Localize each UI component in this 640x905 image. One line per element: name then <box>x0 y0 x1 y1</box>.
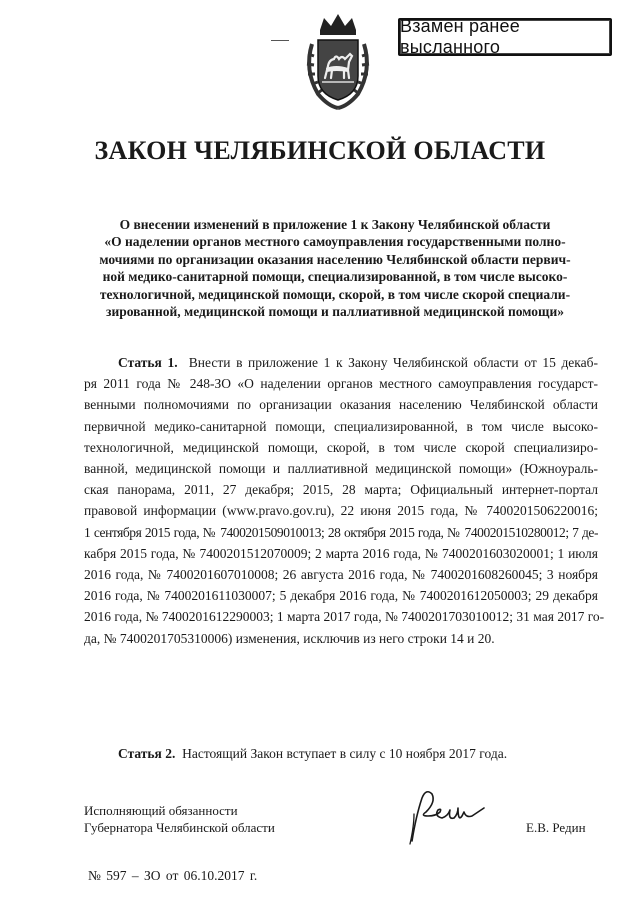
law-date-preposition: от <box>165 868 179 883</box>
article-1-line: правовой информации (www.pravo.gov.ru), 22 июня 2015 года, № 7400201506220016; <box>84 503 598 519</box>
article-1-line: первичной медико-санитарной помощи, специализированной, в том числе высоко- <box>84 418 598 434</box>
article-1-line: кабря 2015 года, № 7400201512070009; 2 марта 2016 года, № 7400201603020001; 1 июля <box>84 545 598 561</box>
subtitle-line: ной медико-санитарной помощи, специализированной, в том числе высоко- <box>102 269 568 285</box>
law-title: ЗАКОН ЧЕЛЯБИНСКОЙ ОБЛАСТИ <box>94 136 546 165</box>
subtitle-line: О внесении изменений в приложение 1 к Закону Челябинской области <box>119 217 551 232</box>
article-1-line: венными полномочиями по организации оказания населению Челябинской области <box>84 397 598 413</box>
article-1 <box>84 352 605 649</box>
signer-position-line: Губернатора Челябинской области <box>84 820 275 835</box>
signer-name: Е.В. Редин <box>526 820 586 835</box>
signer-position-line: Исполняющий обязанности <box>84 803 238 818</box>
article-1-line: 2016 года, № 7400201612290003; 1 марта 2017 года, № 7400201703010012; 31 мая 2017 го- <box>84 609 605 625</box>
law-number-footer <box>88 868 257 884</box>
article-2-text: Настоящий Закон вступает в силу с 10 ноября 2017 года. <box>182 746 508 761</box>
article-1-line: ская панорама, 2011, 27 декабря; 2015, 28 марта; Официальный интернет-портал <box>84 482 598 498</box>
article-2 <box>118 746 507 762</box>
chelyabinsk-coat-of-arms-icon <box>298 10 378 110</box>
handwritten-signature <box>392 786 502 846</box>
article-1-line: 2016 года, № 7400201607010008; 26 августа 2016 года, № 7400201608260045; 3 ноября <box>84 567 598 583</box>
article-2-label: Статья 2. <box>118 746 176 761</box>
article-1-line: да, № 7400201705310006) изменения, исключив из него строки 14 и 20. <box>84 630 495 646</box>
subtitle-line: мочиями по организации оказания населению Челябинской области первич- <box>99 251 571 267</box>
subtitle-line: технологичной, медицинской помощи, скорой, в том числе скорой специали- <box>99 286 571 302</box>
article-1-first-line <box>84 352 598 373</box>
scan-mark <box>271 40 289 41</box>
subtitle-line: зированной, медицинской помощи и паллиативной медицинской помощи» <box>106 304 564 320</box>
article-1-line: ря 2011 года № 248-ЗО «О наделении органов местного самоуправления государст- <box>84 376 598 392</box>
signer-block <box>84 802 275 836</box>
article-1-line: 1 сентября 2015 года, № 7400201509010013; 28 октября 2015 года, № 7400201510280012; 7 де- <box>84 524 598 540</box>
law-date: 06.10.2017 г. <box>183 868 258 883</box>
article-1-line: 2016 года, № 7400201611030007; 5 декабря 2016 года, № 7400201612050003; 29 декабря <box>84 588 598 604</box>
law-number: № 597 – ЗО <box>88 868 161 883</box>
stamp-text: Взамен ранее высланного <box>400 16 520 57</box>
stamp-replaces-previous <box>398 18 612 56</box>
law-subtitle <box>82 216 588 320</box>
article-1-line: технологичной, медицинской помощи, скорой, в том числе скорой специализиро- <box>84 439 598 455</box>
article-1-line: ванной, медицинской помощи и паллиативной медицинской помощи» (Южноураль- <box>84 461 598 477</box>
article-1-label: Статья 1. <box>118 355 178 370</box>
subtitle-line: «О наделении органов местного самоуправления государственными полно- <box>104 234 566 250</box>
article-1-text: Внести в приложение 1 к Закону Челябинской области от 15 декаб- <box>188 355 599 370</box>
